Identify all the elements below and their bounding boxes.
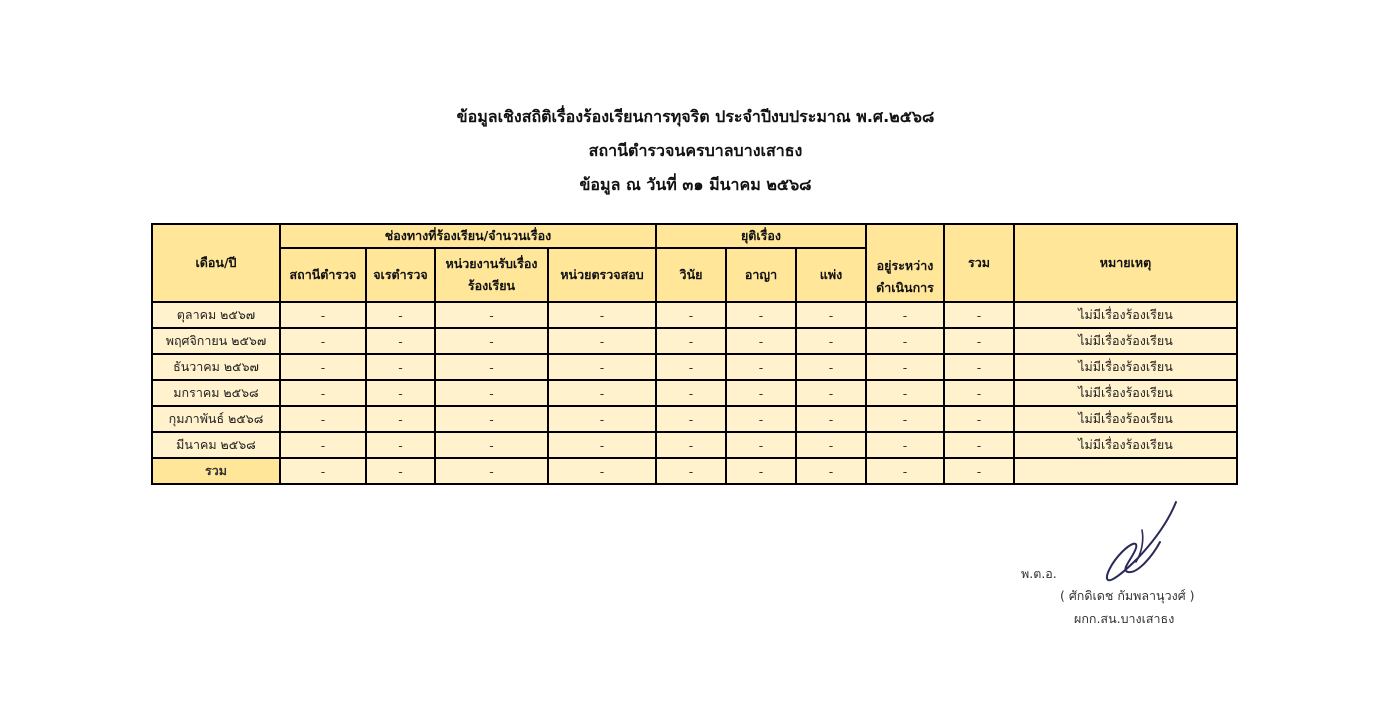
cell-value: - — [435, 380, 548, 406]
cell-value: - — [280, 354, 366, 380]
cell-value: - — [796, 458, 866, 484]
cell-value: - — [366, 354, 435, 380]
cell-value: - — [944, 406, 1014, 432]
cell-value: - — [796, 380, 866, 406]
cell-value: - — [548, 380, 656, 406]
cell-value: - — [548, 458, 656, 484]
cell-value: - — [366, 458, 435, 484]
header-remark: หมายเหตุ — [1014, 224, 1237, 302]
cell-value: - — [366, 432, 435, 458]
header-resolved-civil: แพ่ง — [796, 248, 866, 302]
cell-value: - — [280, 432, 366, 458]
header-channel-patrol: จเรตำรวจ — [366, 248, 435, 302]
handwritten-signature — [1098, 500, 1188, 590]
cell-value: - — [656, 302, 726, 328]
cell-value: - — [548, 354, 656, 380]
cell-value: - — [944, 328, 1014, 354]
row-month: กุมภาพันธ์ ๒๕๖๘ — [152, 406, 280, 432]
cell-value: - — [280, 380, 366, 406]
signer-name: ( ศักดิเดช กัมพลานุวงศ์ ) — [1060, 588, 1195, 603]
row-remark: ไม่มีเรื่องร้องเรียน — [1014, 354, 1237, 380]
cell-value: - — [366, 406, 435, 432]
cell-value: - — [435, 406, 548, 432]
total-row-remark — [1014, 458, 1237, 484]
cell-value: - — [866, 406, 944, 432]
header-channel-station: สถานีตำรวจ — [280, 248, 366, 302]
cell-value: - — [944, 380, 1014, 406]
cell-value: - — [726, 406, 796, 432]
cell-value: - — [656, 354, 726, 380]
cell-value: - — [944, 458, 1014, 484]
header-in-progress: อยู่ระหว่างดำเนินการ — [866, 224, 944, 302]
cell-value: - — [435, 458, 548, 484]
cell-value: - — [280, 458, 366, 484]
row-remark: ไม่มีเรื่องร้องเรียน — [1014, 302, 1237, 328]
signer-position: ผกก.สน.บางเสาธง — [1074, 611, 1175, 626]
station-name: สถานีตำรวจนครบาลบางเสาธง — [588, 141, 803, 160]
table-row — [152, 354, 1237, 380]
row-remark: ไม่มีเรื่องร้องเรียน — [1014, 432, 1237, 458]
cell-value: - — [435, 302, 548, 328]
header-month: เดือน/ปี — [152, 224, 280, 302]
cell-value: - — [656, 328, 726, 354]
row-remark: ไม่มีเรื่องร้องเรียน — [1014, 328, 1237, 354]
cell-value: - — [866, 328, 944, 354]
cell-value: - — [656, 432, 726, 458]
cell-value: - — [548, 302, 656, 328]
data-as-of-date: ข้อมูล ณ วันที่ ๓๑ มีนาคม ๒๕๖๘ — [579, 175, 812, 194]
row-month: ตุลาคม ๒๕๖๗ — [152, 302, 280, 328]
cell-value: - — [944, 432, 1014, 458]
cell-value: - — [866, 354, 944, 380]
cell-value: - — [866, 302, 944, 328]
header-channels: ช่องทางที่ร้องเรียน/จำนวนเรื่อง — [280, 224, 656, 248]
cell-value: - — [366, 302, 435, 328]
cell-value: - — [366, 328, 435, 354]
cell-value: - — [656, 380, 726, 406]
header-channel-agency: หน่วยงานรับเรื่องร้องเรียน — [435, 248, 548, 302]
row-month: พฤศจิกายน ๒๕๖๗ — [152, 328, 280, 354]
cell-value: - — [548, 406, 656, 432]
cell-value: - — [944, 354, 1014, 380]
cell-value: - — [944, 302, 1014, 328]
cell-value: - — [726, 432, 796, 458]
row-month: ธันวาคม ๒๕๖๗ — [152, 354, 280, 380]
header-resolved-discipline: วินัย — [656, 248, 726, 302]
cell-value: - — [726, 458, 796, 484]
cell-value: - — [280, 328, 366, 354]
cell-value: - — [866, 432, 944, 458]
row-month: มีนาคม ๒๕๖๘ — [152, 432, 280, 458]
cell-value: - — [656, 406, 726, 432]
table-row — [152, 302, 1237, 328]
header-resolved: ยุติเรื่อง — [656, 224, 866, 248]
signer-rank: พ.ต.อ. — [1021, 566, 1057, 581]
header-total: รวม — [944, 224, 1014, 302]
document-title: ข้อมูลเชิงสถิติเรื่องร้องเรียนการทุจริต ประจำปีงบประมาณ พ.ศ.๒๕๖๘ — [456, 107, 935, 126]
cell-value: - — [726, 328, 796, 354]
cell-value: - — [280, 406, 366, 432]
cell-value: - — [280, 302, 366, 328]
cell-value: - — [796, 328, 866, 354]
cell-value: - — [726, 380, 796, 406]
cell-value: - — [866, 380, 944, 406]
cell-value: - — [435, 328, 548, 354]
cell-value: - — [726, 354, 796, 380]
header-resolved-criminal: อาญา — [726, 248, 796, 302]
row-remark: ไม่มีเรื่องร้องเรียน — [1014, 406, 1237, 432]
total-row — [152, 458, 1237, 484]
cell-value: - — [435, 354, 548, 380]
cell-value: - — [366, 380, 435, 406]
row-remark: ไม่มีเรื่องร้องเรียน — [1014, 380, 1237, 406]
cell-value: - — [726, 302, 796, 328]
cell-value: - — [656, 458, 726, 484]
total-row-label: รวม — [152, 458, 280, 484]
cell-value: - — [796, 432, 866, 458]
cell-value: - — [796, 354, 866, 380]
cell-value: - — [548, 432, 656, 458]
table-row — [152, 406, 1237, 432]
cell-value: - — [548, 328, 656, 354]
table-row — [152, 380, 1237, 406]
table-row — [152, 432, 1237, 458]
cell-value: - — [866, 458, 944, 484]
complaint-statistics-table — [151, 223, 1238, 485]
header-channel-inspect: หน่วยตรวจสอบ — [548, 248, 656, 302]
table-row — [152, 328, 1237, 354]
cell-value: - — [435, 432, 548, 458]
document-title-block — [0, 100, 1391, 202]
cell-value: - — [796, 406, 866, 432]
cell-value: - — [796, 302, 866, 328]
row-month: มกราคม ๒๕๖๘ — [152, 380, 280, 406]
